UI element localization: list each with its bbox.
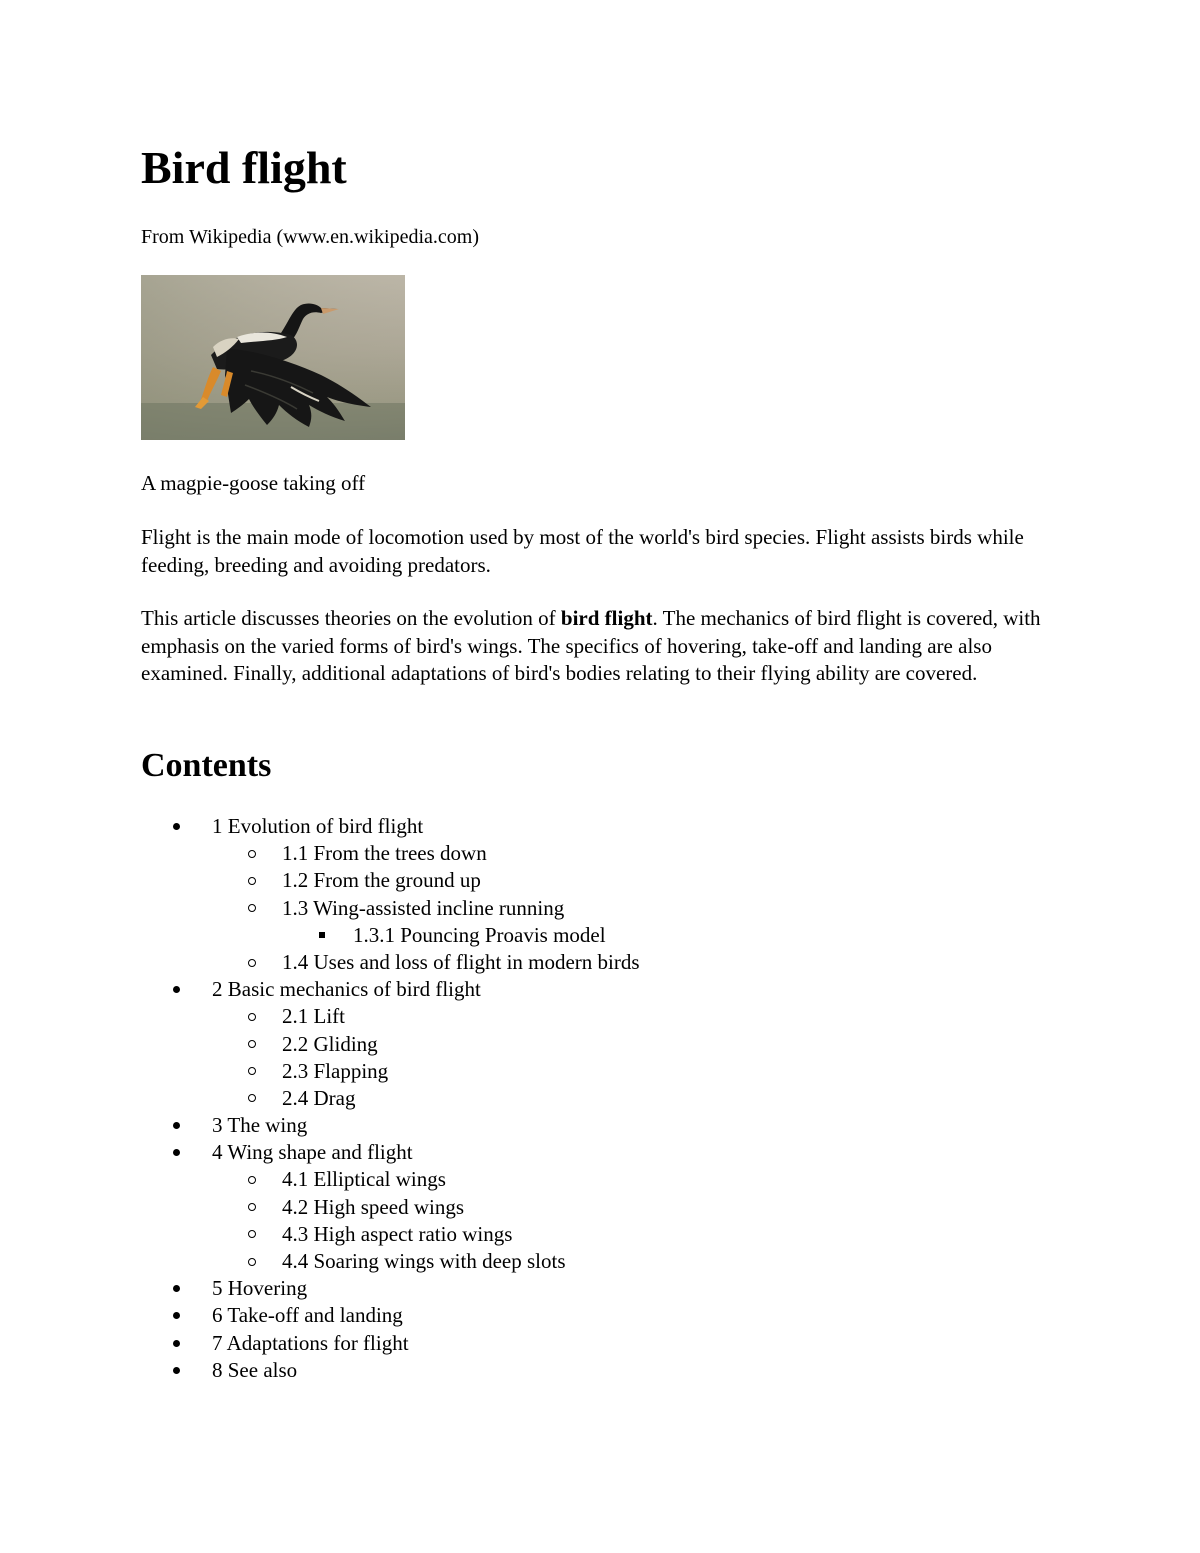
toc-item[interactable] bbox=[141, 1085, 941, 1112]
bullet-icon bbox=[248, 1166, 256, 1193]
toc-item-label[interactable]: 7 Adaptations for flight bbox=[212, 1330, 409, 1355]
toc-item[interactable] bbox=[141, 976, 941, 1003]
toc-item-label[interactable]: 4 Wing shape and flight bbox=[212, 1140, 413, 1165]
toc-item[interactable] bbox=[141, 840, 941, 867]
table-of-contents bbox=[141, 813, 941, 1384]
toc-item-label[interactable]: 4.1 Elliptical wings bbox=[282, 1167, 446, 1192]
toc-item[interactable] bbox=[141, 1221, 941, 1248]
toc-item-label[interactable]: 8 See also bbox=[212, 1357, 298, 1382]
toc-item-label[interactable]: 1.1 From the trees down bbox=[282, 841, 487, 866]
bullet-icon bbox=[173, 976, 180, 1003]
toc-item-label[interactable]: 6 Take-off and landing bbox=[212, 1303, 403, 1328]
magpie-goose-photo bbox=[141, 275, 405, 440]
toc-item[interactable] bbox=[141, 813, 941, 840]
toc-item-label[interactable]: 2.3 Flapping bbox=[282, 1058, 389, 1083]
toc-item[interactable] bbox=[141, 1139, 941, 1166]
toc-item[interactable] bbox=[141, 1112, 941, 1139]
toc-item[interactable] bbox=[141, 1003, 941, 1030]
toc-item[interactable] bbox=[141, 922, 941, 949]
bullet-icon bbox=[248, 840, 256, 867]
bullet-icon bbox=[173, 1330, 180, 1357]
toc-item-label[interactable]: 4.2 High speed wings bbox=[282, 1194, 464, 1219]
bullet-icon bbox=[248, 1085, 256, 1112]
overview-text-start: This article discusses theories on the evolution of bbox=[141, 606, 561, 630]
toc-item[interactable] bbox=[141, 1330, 941, 1357]
overview-text-end: . The mechanics of bird flight is covered, with emphasis on the varied forms of bird's wings. The specifics of hovering, take-off and landing are also examined. Finally, additional adaptations of bird's bodies relating to their flying ability are covered. bbox=[141, 606, 1041, 685]
bullet-icon bbox=[173, 1275, 180, 1302]
bullet-icon bbox=[173, 1139, 180, 1166]
toc-item[interactable] bbox=[141, 1275, 941, 1302]
toc-item-label[interactable]: 1.3 Wing-assisted incline running bbox=[282, 895, 565, 920]
toc-item[interactable] bbox=[141, 895, 941, 922]
toc-item-label[interactable]: 2.2 Gliding bbox=[282, 1031, 378, 1056]
bird-flight-term: bird flight bbox=[560, 606, 653, 630]
bullet-icon bbox=[248, 1221, 256, 1248]
bullet-icon bbox=[173, 1302, 180, 1329]
bullet-icon bbox=[173, 1357, 180, 1384]
toc-item-label[interactable]: 2.1 Lift bbox=[282, 1004, 345, 1029]
source-line: From Wikipedia (www.en.wikipedia.com) bbox=[141, 226, 480, 248]
bullet-icon bbox=[173, 1112, 180, 1139]
bullet-icon bbox=[248, 1194, 256, 1221]
bullet-icon bbox=[248, 1031, 256, 1058]
toc-item-label[interactable]: 1.3.1 Pouncing Proavis model bbox=[353, 922, 606, 947]
bullet-icon bbox=[319, 922, 325, 949]
toc-item[interactable] bbox=[141, 1058, 941, 1085]
bullet-icon bbox=[248, 1058, 256, 1085]
bullet-icon bbox=[248, 1003, 256, 1030]
toc-item-label[interactable]: 1.4 Uses and loss of flight in modern birds bbox=[282, 949, 640, 974]
bullet-icon bbox=[248, 895, 256, 922]
toc-item-label[interactable]: 1.2 From the ground up bbox=[282, 868, 481, 893]
toc-item-label[interactable]: 5 Hovering bbox=[212, 1276, 308, 1301]
intro-paragraph: Flight is the main mode of locomotion used by most of the world's bird species. Flight assists birds while feeding, breeding and avoiding predators. bbox=[141, 525, 1024, 577]
toc-item[interactable] bbox=[141, 949, 941, 976]
toc-item-label[interactable]: 2 Basic mechanics of bird flight bbox=[212, 977, 481, 1002]
image-caption: A magpie-goose taking off bbox=[141, 471, 366, 495]
page-title: Bird flight bbox=[141, 142, 347, 193]
bullet-icon bbox=[248, 1248, 256, 1275]
contents-heading: Contents bbox=[141, 747, 272, 784]
toc-item-label[interactable]: 2.4 Drag bbox=[282, 1085, 356, 1110]
toc-item[interactable] bbox=[141, 1302, 941, 1329]
toc-item-label[interactable]: 1 Evolution of bird flight bbox=[212, 814, 424, 838]
bullet-icon bbox=[248, 949, 256, 976]
overview-paragraph bbox=[141, 605, 1041, 688]
toc-item[interactable] bbox=[141, 1357, 941, 1384]
toc-item[interactable] bbox=[141, 1166, 941, 1193]
toc-item[interactable] bbox=[141, 1194, 941, 1221]
bullet-icon bbox=[173, 813, 180, 840]
bullet-icon bbox=[248, 867, 256, 894]
toc-item[interactable] bbox=[141, 1031, 941, 1058]
toc-item[interactable] bbox=[141, 1248, 941, 1275]
toc-item[interactable] bbox=[141, 867, 941, 894]
toc-item-label[interactable]: 4.4 Soaring wings with deep slots bbox=[282, 1249, 566, 1273]
toc-item-label[interactable]: 3 The wing bbox=[212, 1113, 308, 1138]
toc-item-label[interactable]: 4.3 High aspect ratio wings bbox=[282, 1221, 513, 1246]
